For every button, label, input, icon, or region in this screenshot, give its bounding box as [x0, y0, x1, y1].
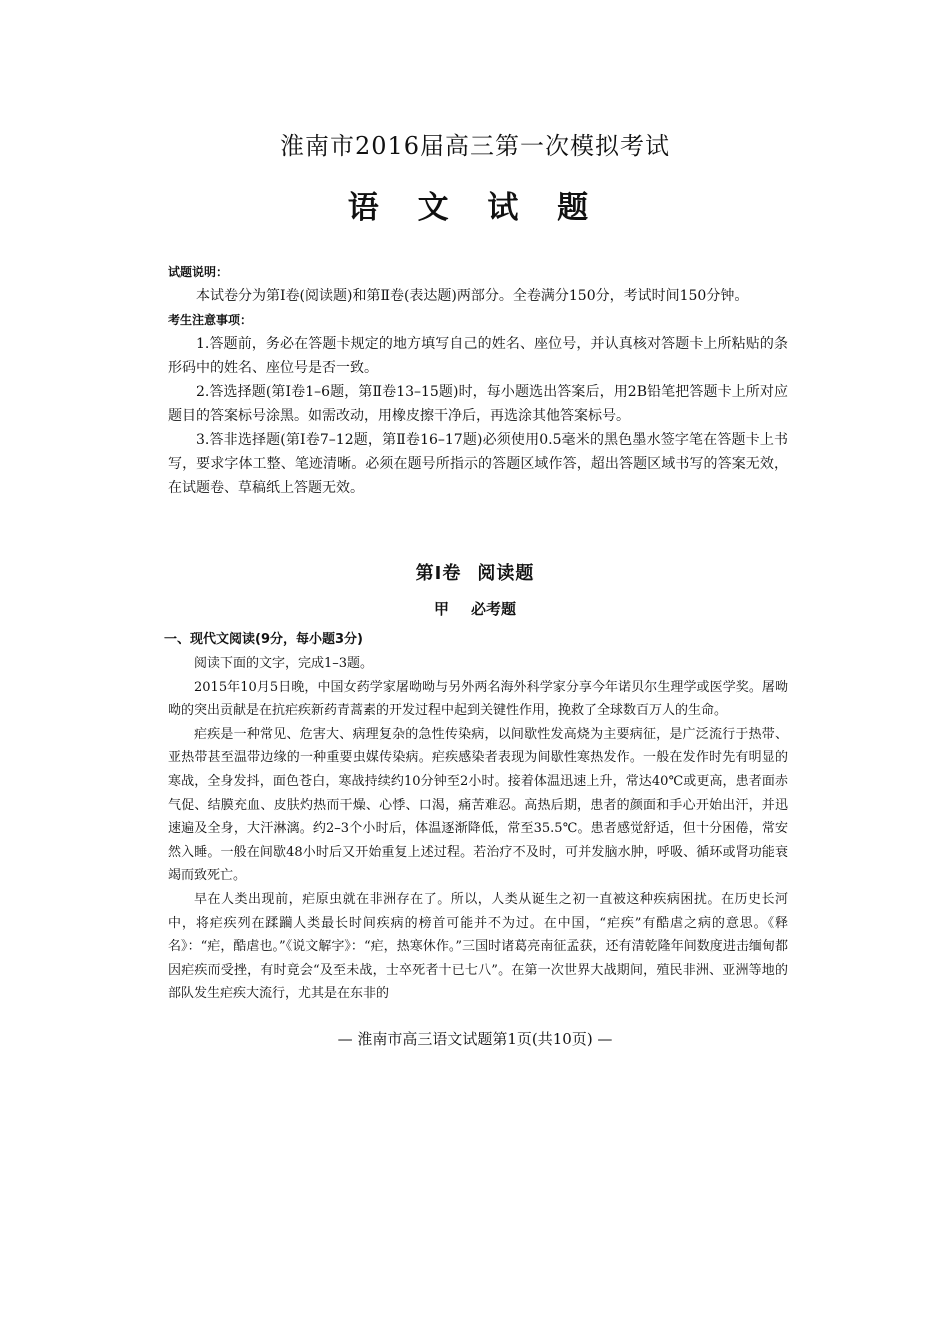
page-footer: — 淮南市高三语文试题第1页(共10页) — [337, 1030, 613, 1048]
volume-heading [0, 562, 950, 586]
volume-number: 第Ⅰ卷 [415, 563, 462, 584]
note-item-1: 1.答题前，务必在答题卡规定的地方填写自己的姓名、座位号，并认真核对答题卡上所粘贴的条形码中的姓名、座位号是否一致。 [168, 336, 788, 376]
subject-title: 语 文 试 题 [347, 190, 603, 226]
part-heading [0, 598, 950, 620]
question-instruction: 阅读下面的文字，完成1–3题。 [194, 656, 374, 671]
notes-label: 考生注意事项： [168, 313, 253, 327]
passage-paragraph: 早在人类出现前，疟原虫就在非洲存在了。所以，人类从诞生之初一直被这种疾病困扰。在历史长河中，将疟疾列在蹂躏人类最长时间疾病的榜首可能并不为过。在中国，“疟疾”有酷虐之病的意思。《释名》：“疟，酷虐也。”《说文解字》：“疟，热寒休作。”三国时诸葛亮南征孟获，还有清乾隆年间数度进击缅甸都因疟疾而受挫，有时竟会“及至未战，士卒死者十已七八”。在第一次世界大战期间，殖民非洲、亚洲等地的部队发生疟疾大流行，尤其是在东非的 [168, 891, 788, 1002]
instructions-label: 试题说明： [168, 265, 229, 279]
passage-paragraph: 2015年10月5日晚，中国女药学家屠呦呦与另外两名海外科学家分享今年诺贝尔生理学或医学奖。屠呦呦的突出贡献是在抗疟疾新药青蒿素的开发过程中起到关键性作用，挽救了全球数百万人的生命。 [168, 679, 788, 719]
exam-title: 淮南市2016届高三第一次模拟考试 [279, 132, 671, 160]
part-letter: 甲 [433, 600, 449, 618]
part-name: 必考题 [471, 600, 517, 618]
note-item-3: 3.答非选择题(第Ⅰ卷7–12题，第Ⅱ卷16–17题)必须使用0.5毫米的黑色墨水签字笔在答题卡上书写，要求字体工整、笔迹清晰。必须在题号所指示的答题区域作答，超出答题区域书写的答案无效，在试题卷、草稿纸上答题无效。 [168, 432, 788, 496]
passage-paragraph: 疟疾是一种常见、危害大、病理复杂的急性传染病，以间歇性发高烧为主要病征，是广泛流行于热带、亚热带甚至温带边缘的一种重要虫媒传染病。疟疾感染者表现为间歇性寒热发作。一般在发作时先有明显的寒战，全身发抖，面色苍白，寒战持续约10分钟至2小时。接着体温迅速上升，常达40℃或更高，患者面赤气促、结膜充血、皮肤灼热而干燥、心悸、口渴，痛苦难忍。高热后期，患者的颜面和手心开始出汗，并迅速遍及全身，大汗淋漓。约2–3个小时后，体温逐渐降低，常至35.5℃。患者感觉舒适，但十分困倦，常安然入睡。一般在间歇48小时后又开始重复上述过程。若治疗不及时，可并发脑水肿，呼吸、循环或肾功能衰竭而致死亡。 [168, 726, 788, 884]
reading-block [164, 628, 788, 1006]
volume-name: 阅读题 [477, 563, 535, 584]
question-heading: 一、现代文阅读(9分，每小题3分) [164, 632, 363, 647]
instructions-text: 本试卷分为第Ⅰ卷(阅读题)和第Ⅱ卷(表达题)两部分。全卷满分150分，考试时间150分钟。 [196, 288, 749, 304]
note-item-2: 2.答选择题(第Ⅰ卷1–6题，第Ⅱ卷13–15题)时，每小题选出答案后，用2B铅笔把答题卡上所对应题目的答案标号涂黑。如需改动，用橡皮擦干净后，再选涂其他答案标号。 [168, 384, 788, 424]
instructions-block [168, 260, 788, 500]
